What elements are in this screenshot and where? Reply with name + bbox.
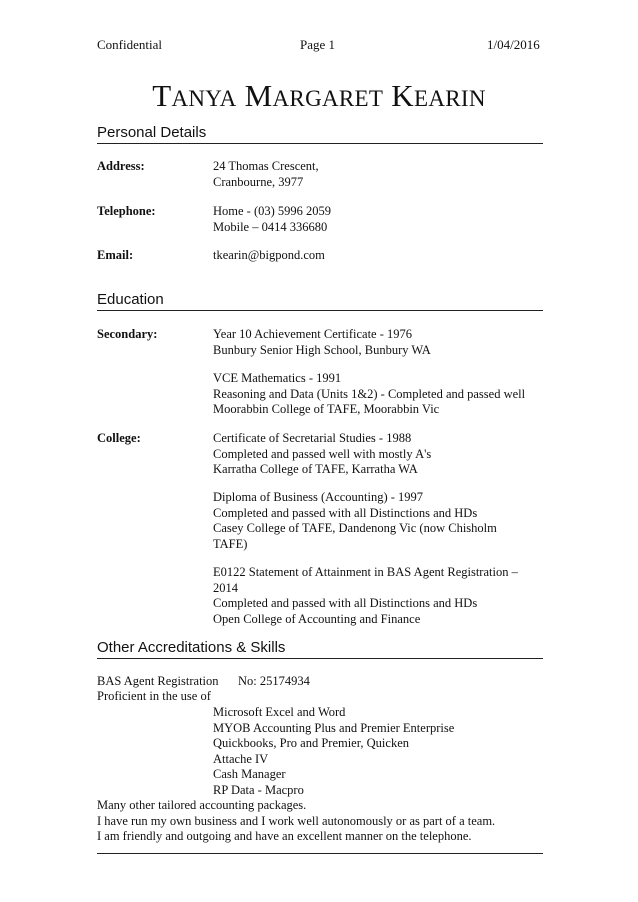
certificate-entry <box>213 431 543 478</box>
section-heading-skills: Other Accreditations & Skills <box>97 639 543 659</box>
address-label: Address: <box>97 159 145 173</box>
edu-line: Moorabbin College of TAFE, Moorabbin Vic <box>213 402 440 416</box>
name-middle-initial: M <box>244 78 273 113</box>
secondary-label: Secondary: <box>97 327 158 341</box>
header-date: 1/04/2016 <box>487 37 540 52</box>
software-item: Microsoft Excel and Word <box>213 705 346 719</box>
telephone-label: Telephone: <box>97 204 156 218</box>
section-heading-personal: Personal Details <box>97 124 543 144</box>
name-first-initial: T <box>152 78 172 113</box>
software-item: MYOB Accounting Plus and Premier Enterprise <box>213 720 455 735</box>
closing-line: Many other tailored accounting packages. <box>97 798 307 812</box>
header-confidential: Confidential <box>97 37 162 52</box>
name-last-rest: EARIN <box>413 86 486 111</box>
resume-name <box>0 78 638 114</box>
secondary-entry <box>213 327 543 358</box>
section-heading-education: Education <box>97 291 543 311</box>
edu-line: Year 10 Achievement Certificate - 1976 <box>213 327 413 341</box>
email-value: tkearin@bigpond.com <box>213 248 325 262</box>
bas-registration: BAS Agent Registration <box>97 674 219 688</box>
phone-mobile: Mobile – 0414 336680 <box>213 219 328 234</box>
edu-line: 2014 <box>213 580 238 595</box>
header-page-number: Page 1 <box>300 37 336 52</box>
proficient-intro: Proficient in the use of <box>97 689 211 703</box>
name-middle-rest: ARGARET <box>272 86 384 111</box>
phone-home: Home - (03) 5996 2059 <box>213 204 332 218</box>
edu-line: E0122 Statement of Attainment in BAS Agent Registration – <box>213 565 518 579</box>
address-line-2: Cranbourne, 3977 <box>213 174 304 189</box>
edu-line: Open College of Accounting and Finance <box>213 611 421 626</box>
email-label: Email: <box>97 248 134 262</box>
software-list <box>213 705 543 798</box>
closing-line: I am friendly and outgoing and have an excellent manner on the telephone. <box>97 829 472 843</box>
edu-line: Diploma of Business (Accounting) - 1997 <box>213 490 424 504</box>
college-label: College: <box>97 431 141 445</box>
edu-line: Bunbury Senior High School, Bunbury WA <box>213 342 431 357</box>
telephone-value <box>213 204 543 235</box>
edu-line: Karratha College of TAFE, Karratha WA <box>213 462 418 476</box>
bottom-divider <box>97 853 543 854</box>
closing-statements <box>97 798 543 845</box>
address-line-1: 24 Thomas Crescent, <box>213 159 319 173</box>
software-item: Quickbooks, Pro and Premier, Quicken <box>213 736 409 750</box>
diploma-entry <box>213 490 543 552</box>
bas-number: No: 25174934 <box>238 674 310 688</box>
software-item: Attache IV <box>213 751 269 766</box>
software-item: RP Data - Macpro <box>213 782 304 797</box>
edu-line: TAFE) <box>213 536 248 551</box>
edu-line: Completed and passed with all Distinctions and HDs <box>213 596 478 610</box>
edu-line: VCE Mathematics - 1991 <box>213 371 342 385</box>
edu-line: Reasoning and Data (Units 1&2) - Completed and passed well <box>213 386 526 401</box>
edu-line: Casey College of TAFE, Dandenong Vic (now Chisholm <box>213 521 497 535</box>
edu-line: Completed and passed with all Distinctions and HDs <box>213 505 478 520</box>
vce-entry <box>213 371 543 418</box>
name-first-rest: ANYA <box>171 86 237 111</box>
edu-line: Certificate of Secretarial Studies - 1988 <box>213 431 412 445</box>
closing-line: I have run my own business and I work well autonomously or as part of a team. <box>97 813 496 828</box>
software-item: Cash Manager <box>213 767 286 781</box>
bas-entry <box>213 565 543 627</box>
edu-line: Completed and passed well with mostly A's <box>213 446 432 461</box>
name-last-initial: K <box>391 78 414 113</box>
address-value <box>213 159 543 190</box>
